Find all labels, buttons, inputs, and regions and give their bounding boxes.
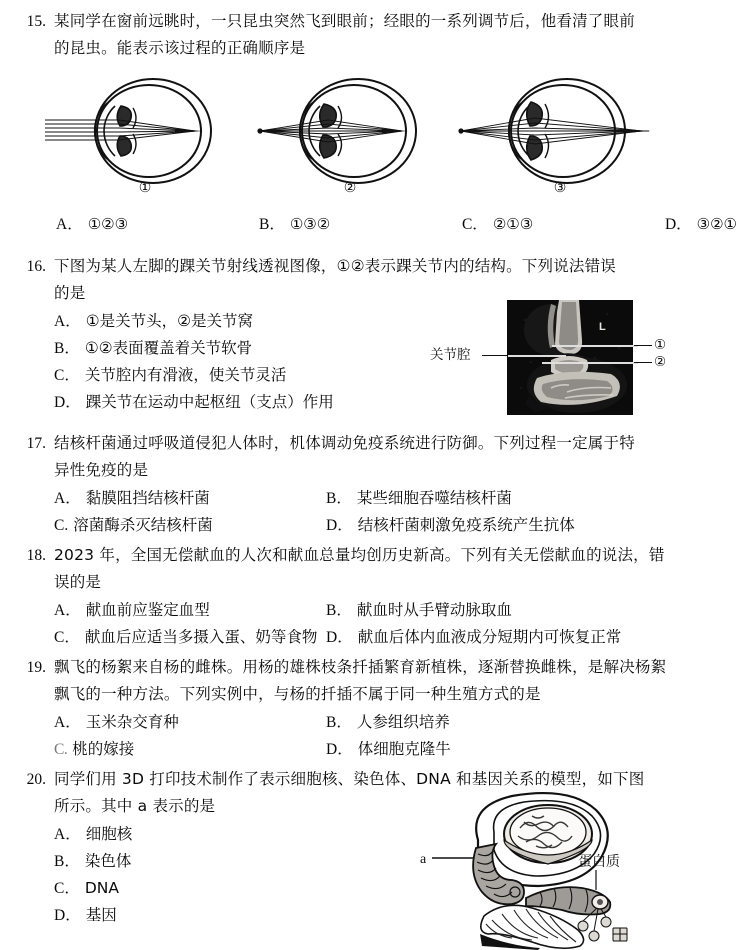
question-19 xyxy=(0,654,737,763)
question-19-option-c[interactable] xyxy=(54,736,326,763)
question-18-option-d[interactable] xyxy=(326,624,621,651)
option-d-text: 踝关节在运动中起枢纽（支点）作用 xyxy=(85,393,334,411)
option-b-text: 献血时从手臂动脉取血 xyxy=(356,601,512,619)
option-a-label: A． xyxy=(54,490,81,507)
question-17-option-c[interactable] xyxy=(54,512,326,539)
option-a-label: A． xyxy=(54,313,81,330)
option-c-label: C. xyxy=(54,741,68,758)
option-a-label: A． xyxy=(54,826,81,843)
option-b-text: ①③② xyxy=(289,215,331,233)
option-d-text: 体细胞克隆牛 xyxy=(357,740,451,758)
question-16-number: 16. xyxy=(26,258,46,275)
question-20-number: 20. xyxy=(26,771,46,788)
option-d-text: 基因 xyxy=(85,906,117,924)
option-d-label: D． xyxy=(326,741,353,758)
eye-refraction-figure-group xyxy=(0,76,737,206)
question-17-stem-line1: 结核杆菌通过呼吸道侵犯人体时，机体调动免疫系统进行防御。下列过程一定属于特 xyxy=(54,434,635,452)
eye-diagram-1 xyxy=(45,76,245,206)
option-a-text: ①②③ xyxy=(87,215,129,233)
xray-label-joint-cavity: 关节腔 xyxy=(430,347,471,363)
option-c-text: 关节腔内有滑液，使关节灵活 xyxy=(84,366,287,384)
xray-label-2: ② xyxy=(654,354,667,370)
question-19-option-a[interactable] xyxy=(54,709,326,736)
question-15-option-c[interactable] xyxy=(462,211,665,238)
question-19-stem-line2: 飘飞的一种方法。下列实例中，与杨的扦插不属于同一种生殖方式的是 xyxy=(54,685,541,703)
question-17-stem xyxy=(0,430,737,484)
question-17-option-b[interactable] xyxy=(326,485,512,512)
ankle-xray-figure xyxy=(430,298,730,420)
option-b-label: B． xyxy=(326,602,352,619)
eye-diagram-2 xyxy=(250,76,450,206)
question-15-stem-line2: 的昆虫。能表示该过程的正确顺序是 xyxy=(54,39,306,57)
option-a-text: 献血前应鉴定血型 xyxy=(85,601,210,619)
option-b-label: B． xyxy=(326,490,352,507)
question-17-options xyxy=(54,485,737,539)
ankle-xray-image xyxy=(507,300,633,415)
question-18-option-c[interactable] xyxy=(54,624,326,651)
option-b-text: ①②表面覆盖着关节软骨 xyxy=(84,339,253,357)
question-20-stem-line2: 所示。其中 a 表示的是 xyxy=(54,797,216,815)
question-19-options xyxy=(54,709,737,763)
option-c-label: C． xyxy=(54,880,80,897)
question-17-option-d[interactable] xyxy=(326,512,575,539)
question-17-stem-line2: 异性免疫的是 xyxy=(54,461,149,479)
option-b-label: B． xyxy=(54,853,80,870)
option-b-text: 染色体 xyxy=(84,852,132,870)
eye-diagram-1-caption: ① xyxy=(138,180,152,196)
option-d-label: D． xyxy=(54,394,81,411)
xray-label-1: ① xyxy=(654,337,667,353)
option-a-label: A． xyxy=(54,602,81,619)
option-c-text: 溶菌酶杀灭结核杆菌 xyxy=(73,516,213,534)
question-15-stem-line1: 某同学在窗前远眺时，一只昆虫突然飞到眼前；经眼的一系列调节后，他看清了眼前 xyxy=(54,12,635,30)
option-d-text: 献血后体内血液成分短期内可恢复正常 xyxy=(357,628,622,646)
svg-text:L: L xyxy=(599,321,606,333)
option-d-label: D． xyxy=(326,517,353,534)
option-d-label: D． xyxy=(664,216,692,233)
question-18 xyxy=(0,542,737,651)
question-17-option-a[interactable] xyxy=(54,485,326,512)
option-c-text: ②①③ xyxy=(492,215,534,233)
option-d-label: D． xyxy=(326,629,353,646)
question-18-stem-line2: 误的是 xyxy=(54,573,102,591)
option-a-label: A． xyxy=(54,714,81,731)
option-b-label: B． xyxy=(326,714,352,731)
option-b-text: 人参组织培养 xyxy=(356,713,450,731)
option-c-label: C． xyxy=(54,367,80,384)
option-b-text: 某些细胞吞噬结核杆菌 xyxy=(356,489,512,507)
question-19-number: 19. xyxy=(26,659,46,676)
option-a-text: ①是关节头，②是关节窝 xyxy=(85,312,253,330)
question-19-stem xyxy=(0,654,737,708)
svg-text:a: a xyxy=(420,852,427,867)
question-18-number: 18. xyxy=(26,547,46,564)
option-c-label: C. xyxy=(54,517,69,534)
question-15-stem xyxy=(0,8,737,62)
question-18-option-b[interactable] xyxy=(326,597,512,624)
option-d-text: 结核杆菌刺激免疫系统产生抗体 xyxy=(357,516,575,534)
question-16-stem-line1: 下图为某人左脚的踝关节射线透视图像，①②表示踝关节内的结构。下列说法错误 xyxy=(54,257,616,275)
protein-label-text: 蛋白质 xyxy=(578,854,620,870)
question-19-option-d[interactable] xyxy=(326,736,451,763)
option-a-text: 细胞核 xyxy=(85,825,133,843)
question-18-options xyxy=(54,597,737,651)
question-15-options xyxy=(0,210,737,238)
option-a-text: 黏膜阻挡结核杆菌 xyxy=(85,489,210,507)
question-15 xyxy=(0,8,737,62)
question-18-option-a[interactable] xyxy=(54,597,326,624)
option-d-text: ③②① xyxy=(696,215,737,233)
question-15-option-a[interactable] xyxy=(56,211,259,238)
question-16-stem-line2: 的是 xyxy=(54,284,86,302)
option-a-label: A． xyxy=(56,216,83,233)
eye-diagram-3-caption: ③ xyxy=(553,180,567,196)
question-17 xyxy=(0,430,737,539)
question-17-number: 17. xyxy=(26,435,46,452)
eye-diagram-3 xyxy=(455,76,655,206)
question-15-option-b[interactable] xyxy=(259,211,462,238)
question-15-number: 15. xyxy=(26,13,46,30)
eye-diagram-2-caption: ② xyxy=(343,180,357,196)
option-c-text: DNA xyxy=(84,879,119,897)
option-c-label: C． xyxy=(461,216,488,233)
option-d-label: D． xyxy=(54,907,81,924)
question-19-stem-line1: 飘飞的杨絮来自杨的雌株。用杨的雄株枝条扦插繁育新植株，逐渐替换雌株，是解决杨絮 xyxy=(54,658,667,676)
option-c-label: C． xyxy=(54,629,80,646)
question-18-stem xyxy=(0,542,737,596)
option-b-label: B． xyxy=(258,216,285,233)
question-19-option-b[interactable] xyxy=(326,709,450,736)
option-c-text: 献血后应适当多摄入蛋、奶等食物 xyxy=(84,628,318,646)
cell-nucleus-dna-figure xyxy=(420,788,737,950)
question-18-stem-line1: 2023 年，全国无偿献血的人次和献血总量均创历史新高。下列有关无偿献血的说法，错 xyxy=(54,546,665,564)
question-20-stem-line1: 同学们用 3D 打印技术制作了表示细胞核、染色体、DNA 和基因关系的模型，如下图 xyxy=(54,770,645,788)
option-c-text: 桃的嫁接 xyxy=(72,740,135,758)
question-15-option-d[interactable] xyxy=(665,211,737,238)
option-a-text: 玉米杂交育种 xyxy=(85,713,179,731)
option-b-label: B． xyxy=(54,340,80,357)
